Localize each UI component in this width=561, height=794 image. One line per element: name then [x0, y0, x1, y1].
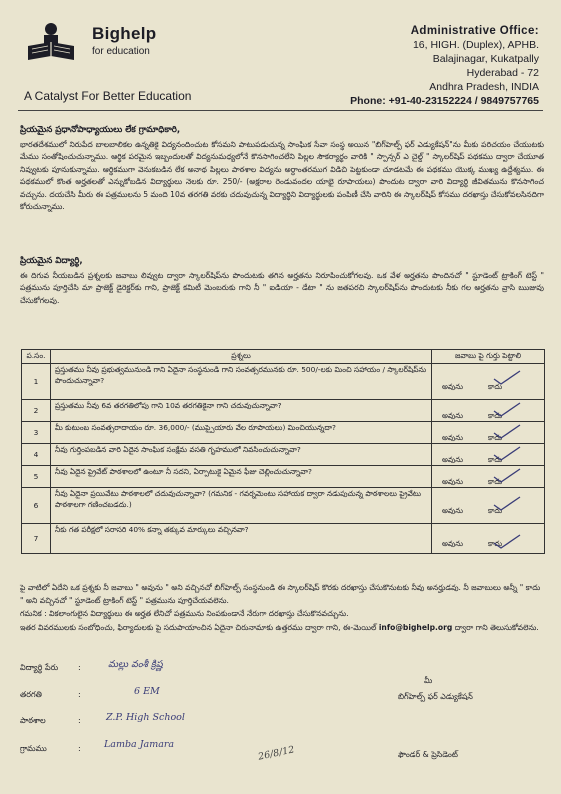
address-line: Balajinagar, Kukatpally	[432, 53, 539, 65]
contact-note	[20, 622, 544, 635]
answer-no[interactable]: కాదు	[488, 539, 503, 548]
row-number: 4	[22, 444, 51, 466]
field-label-student-name: విద్యార్థి పేరు	[20, 663, 59, 672]
class-value[interactable]: 6 EM	[134, 686, 160, 697]
question-text: నీవు గుర్తింపబడిన వారి ఏదైన సాంఘిక సంక్షేమ వసతి గృహములో నివసించుచున్నావా?	[51, 444, 432, 466]
table-row	[22, 364, 545, 400]
answer-no[interactable]: కాదు	[488, 410, 503, 420]
table-row	[22, 488, 545, 524]
brand-name: Bighelp	[92, 24, 157, 43]
ineligibility-note: పై వాటిలో ఏదేని ఒక ప్రశ్నకు నీ జవాబు " అవును " అని వచ్చినచో బిగ్‌హెల్ప్ సంస్థనుండి ఈ స్కాలర్‌షిప్ కొరకు దరఖాస్తు చేసుకొనుటకు నీవు అనర్హుడవు. నీ జవాబులు అన్నీ " కాదు " అని వచ్చినచో " స్టూడెంట్ ట్రాకింగ్ టెస్ట్ " పత్రమును పూర్తిచేయవలెను.	[20, 583, 541, 605]
contact-note-tail: ద్వారా గాని తెలుసుకోవలెను.	[454, 623, 539, 632]
checkmark-icon	[492, 370, 522, 386]
office-address-block	[309, 24, 539, 108]
village-value[interactable]: Lamba Jamara	[104, 739, 175, 750]
eligibility-table	[21, 349, 545, 554]
field-label-class: తరగతి	[20, 690, 42, 699]
answer-no[interactable]: కాదు	[488, 454, 503, 464]
table-row	[22, 422, 545, 444]
question-text: ప్రస్తుతము నీవు ప్రభుత్వమునుండి గాని ఏదైనా సంస్థనుండి గాని సంవత్సరమునకు రూ. 500/-లకు మించి సహాయం / స్కాలర్‌షిప్‌ను పొందుచున్నావా?	[51, 364, 432, 400]
answer-cell[interactable]	[432, 364, 545, 400]
question-text: నీవు ఏదైనా ప్రయివేటు పాఠశాలలో చదువుచున్నావా? (గమనిక - గవర్నమెంటు సహాయక ద్వారా నడుపుచున్న పాఠశాలలు ప్రైవేటు పాఠశాలగా గణించబడదు.)	[51, 488, 432, 524]
answer-cell[interactable]	[432, 444, 545, 466]
student-name-value[interactable]: మల్లు వంశీ క్రిష్ణ	[108, 659, 163, 670]
tagline: A Catalyst For Better Education	[24, 89, 192, 103]
answer-no[interactable]: కాదు	[488, 381, 503, 391]
checkmark-icon	[492, 402, 522, 418]
col-header-serial: ప.సం.	[22, 350, 51, 364]
address-line: Hyderabad - 72	[466, 67, 539, 79]
phone-number: Phone: +91-40-23152224 / 9849757765	[350, 95, 539, 107]
question-text: మీ కుటుంబ సంవత్సరాదాయం రూ. 36,000/- (ముప్పైయారు వేల రూపాయలు) మించియున్నదా?	[51, 422, 432, 444]
row-number: 5	[22, 466, 51, 488]
answer-no[interactable]: కాదు	[488, 432, 503, 442]
col-header-answer: జవాబు పై గుర్తు పెట్టాలి	[432, 350, 545, 364]
question-text: నీకు గత పరీక్షలో సరాసరి 40% కన్నా తక్కువ మార్కులు వచ్చినవా?	[51, 524, 432, 554]
student-paragraph: ఈ దిగువ నీయబడిన ప్రశ్నలకు జవాబు లివ్వుట ద్వారా స్కాలర్‌షిప్‌ను పొందుటకు తగిన అర్హతను నిరూపించుకోగలవు. ఒక వేళ అర్హతను పొందినచో " స్టూడెంట్ ట్రాకింగ్ టెస్ట్ " పత్రమును పూర్తిచేసి మా ప్రాజెక్ట్ డైరెక్టర్‌కు గాని, ప్రాజెక్ట్ కమిటీ మెంబరుకు గాని నీ " ఐడియా - డేటా " ను జతపరచి స్కాలర్‌షిప్‌ను పొందుటకు నీకు గల అర్హతను వ్రాసి ఋజువు చేసుకోగలవు.	[20, 271, 544, 305]
checkmark-icon	[492, 468, 522, 484]
checkmark-icon	[492, 534, 522, 550]
answer-yes[interactable]: అవును	[442, 410, 464, 420]
answer-cell[interactable]	[432, 422, 545, 444]
row-number: 7	[22, 524, 51, 554]
field-label-village: గ్రామము	[20, 744, 47, 753]
header-divider	[18, 110, 543, 111]
contact-note-text: ఇతర వివరములకు సంబోధించు, ఫిర్యాదులకు పై సదుపాయాంచిన ఏదైనా చిరునామాకు ఉత్తరము ద్వారా గాని, ఈ-మెయిల్	[20, 623, 377, 632]
intro-paragraph: భారతదేశములో నిరుపేద బాలబాలికల ఉన్నతికై విద్యనందించుట కోసమని పాటుపడుచున్న సాంఘిక సేవా సంస్థ అయిన "బిగ్‌హెల్ప్ ఫర్ ఎడ్యుకేషన్"ను మీకు పరిచయం చేయుటకు మేము సంతోషించుచున్నాము. ఆర్థిక పరమైన ఇబ్బందులతో విద్యనుమధ్యలోనే కొనసాగించలేని పిల్లల సౌకర్యార్థం వారికి " స్పాన్సర్ ఎ చైల్డ్ " స్కాలర్‌షిప్ పథకము ద్వారా చేయూత నివ్వుటకు పూనుకున్నాము. ఆర్థికముగా వెనుకబడిన లేక అనాథ పిల్లలు పాఠశాల విద్యను అర్ధాంతరముగ విడిచి పెట్టకుండా చూడటమే ఈ పథకము యొక్క ముఖ్య ఉద్దేశ్యము. ఈ పథకములో కొంత అర్హతలతో ఎన్నుకోబడిన విద్యార్థులు నెలకు రూ. 250/- (అక్షరాల రెండువందల యాభై రూపాయలు) పొందుట ద్వారా వారి విద్యార్థి జీవితమును కొనసాగించ వచ్చును. దయచేసి మీరు ఈ పత్రములను 5 మంది 10వ తరగతి వరకు చదువుచున్న విద్యార్థిని విద్యార్థులకు పంపిణీ చేసి వారిని ఈ స్కాలర్‌షిప్ కోసము దరఖాస్తు చేసుకోవలసినదిగా కోరుచున్నాము.	[20, 140, 544, 212]
question-text: నీవు ఏదైన ప్రైవేట్ పాఠశాలలో ఉంటూ నీ సదని, ఏర్పాటుకై ఏమైన ఫీజు చెల్లించుచున్నావా?	[51, 466, 432, 488]
address-line: 16, HIGH. (Duplex), APHB.	[412, 39, 539, 51]
salutation: ప్రియమైన ప్రధానోపాధ్యాయులు లేక గ్రామాధికారి,	[20, 125, 181, 135]
answer-cell[interactable]	[432, 400, 545, 422]
disabled-students-note: గమనిక : వికలాంగులైన విద్యార్థులు ఈ అర్హత లేనిచో పత్రమును నింపకుండానే నేరుగా దరఖాస్తు చేసుకొనవచ్చును.	[20, 609, 349, 618]
signature-title: ఫౌండర్ & ప్రెసిడెంట్	[398, 750, 458, 759]
address-line: Andhra Pradesh, INDIA	[429, 81, 539, 93]
col-header-question: ప్రశ్నలు	[51, 350, 432, 364]
question-text: ప్రస్తుతము నీవు 6వ తరగతిలోపు గాని 10వ తరగతికైనా గాని చదువుచున్నావా?	[51, 400, 432, 422]
row-number: 2	[22, 400, 51, 422]
checkmark-icon	[492, 496, 522, 512]
signature-org: బిగ్‌హెల్ప్ ఫర్ ఎడ్యుకేషన్	[398, 692, 473, 701]
table-row	[22, 524, 545, 554]
row-number: 3	[22, 422, 51, 444]
checkmark-icon	[492, 446, 522, 462]
answer-yes[interactable]: అవును	[442, 454, 464, 464]
table-row	[22, 444, 545, 466]
row-number: 6	[22, 488, 51, 524]
answer-no[interactable]: కాదు	[488, 476, 503, 486]
answer-yes[interactable]: అవును	[442, 505, 464, 515]
answer-yes[interactable]: అవును	[442, 539, 464, 548]
table-row	[22, 400, 545, 422]
answer-yes[interactable]: అవును	[442, 432, 464, 442]
date-stamp: 26/8/12	[257, 744, 296, 763]
school-value[interactable]: Z.P. High School	[106, 712, 185, 723]
contact-email-link[interactable]: info@bighelp.org	[378, 623, 453, 632]
table-row	[22, 466, 545, 488]
answer-yes[interactable]: అవును	[442, 476, 464, 486]
row-number: 1	[22, 364, 51, 400]
brand-subtitle: for education	[92, 46, 150, 57]
table-header-row	[22, 350, 545, 364]
field-label-school: పాఠశాల	[20, 716, 46, 725]
answer-yes[interactable]: అవును	[442, 381, 464, 391]
student-salutation: ప్రియమైన విద్యార్థి,	[20, 256, 83, 266]
answer-cell[interactable]	[432, 524, 545, 554]
answer-cell[interactable]	[432, 488, 545, 524]
answer-cell[interactable]	[432, 466, 545, 488]
bighelp-logo	[26, 20, 76, 62]
office-title: Administrative Office:	[410, 25, 539, 37]
closing-text: మీ	[424, 676, 433, 685]
answer-no[interactable]: కాదు	[488, 505, 503, 515]
checkmark-icon	[492, 424, 522, 440]
